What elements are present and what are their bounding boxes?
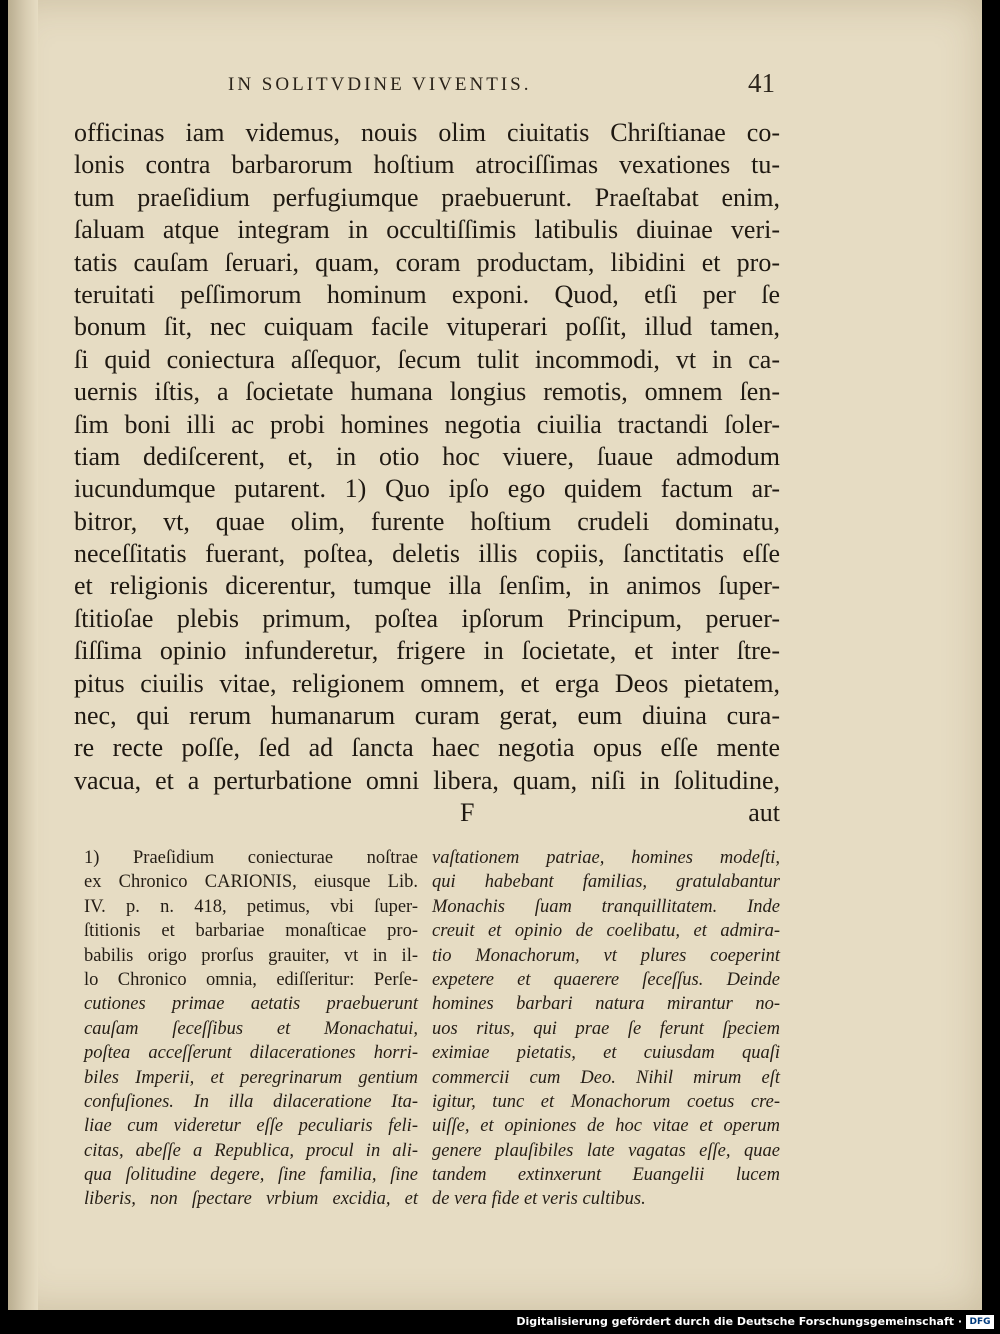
text-line: neceſſitatis fuerant, poſtea, deletis illis copiis, ſanctitatis eſſe bbox=[74, 539, 780, 569]
text-line: pitus ciuilis vitae, religionem omnem, et erga Deos pietatem, bbox=[74, 668, 780, 698]
text-line: bonum ſit, nec cuiquam facile vituperari poſſit, illud tamen, bbox=[74, 312, 780, 342]
footnote-line: ſtitionis et barbariae monaſticae pro- bbox=[84, 921, 418, 942]
footnote-line: 1) Praeſidium coniecturae noſtrae bbox=[84, 848, 418, 868]
signature-mark: F bbox=[460, 798, 475, 827]
main-text-block bbox=[74, 117, 780, 797]
footnote-line: uos ritus, qui prae ſe ferunt ſpeciem bbox=[432, 1018, 780, 1039]
footnote-line: uiſſe, et opiniones de hoc vitae et operum bbox=[432, 1116, 780, 1137]
footnote-line: citas, abeſſe a Republica, procul in ali- bbox=[84, 1140, 418, 1161]
footnote-line: lo Chronico omnia, ediſſeritur: Perſe- bbox=[84, 969, 418, 990]
text-line: tatis cauſam ſeruari, quam, coram productam, libidini et pro- bbox=[74, 247, 780, 277]
footnote-line: qui habebant familias, gratulabantur bbox=[432, 872, 780, 893]
text-line: iucundumque putarent. 1) Quo ipſo ego quidem factum ar- bbox=[74, 474, 780, 504]
text-line: ſtitioſae plebis primum, poſtea ipſorum Principum, peruer- bbox=[74, 603, 780, 633]
footnote-line: eximiae pietatis, et cuiusdam quaſi bbox=[432, 1043, 780, 1064]
text-line: vacua, et a perturbatione omni libera, quam, niſi in ſolitudine, bbox=[74, 765, 780, 795]
text-line: lonis contra barbarorum hoſtium atrociſſimas vexationes tu- bbox=[74, 150, 780, 180]
running-head: IN SOLITVDINE VIVENTIS. bbox=[228, 74, 532, 95]
footnote-line: tio Monachorum, vt plures coeperint bbox=[432, 945, 780, 966]
footnote-line: confuſiones. In illa dilaceratione Ita- bbox=[84, 1091, 418, 1112]
page-gutter-shadow bbox=[8, 0, 38, 1310]
footnote-line: genere plauſibiles late vagatas eſſe, quae bbox=[432, 1140, 780, 1161]
text-line: ſim boni illi ac probi homines negotia ciuilia tractandi ſoler- bbox=[74, 409, 780, 439]
footnote-line: cauſam ſeceſſibus et Monachatui, bbox=[84, 1018, 418, 1039]
footnote-line: poſtea acceſſerunt dilacerationes horri- bbox=[84, 1043, 418, 1064]
funding-credit: Digitalisierung gefördert durch die Deutsche Forschungsgemeinschaft · bbox=[516, 1315, 962, 1328]
footnote-line: igitur, tunc et Monachorum coetus cre- bbox=[432, 1091, 780, 1112]
text-line: ſaluam atque integram in occultiſſimis latibulis diuinae veri- bbox=[74, 215, 780, 245]
text-line: officinas iam videmus, nouis olim ciuitatis Chriſtianae co- bbox=[74, 118, 780, 147]
text-line: ſi quid coniectura aſſequor, ſecum tulit incommodi, vt in ca- bbox=[74, 344, 780, 374]
signature-line bbox=[74, 798, 780, 830]
footnote-line: liae cum videretur eſſe peculiaris feli- bbox=[84, 1116, 418, 1137]
text-line: teruitati peſſimorum hominum exponi. Quod, etſi per ſe bbox=[74, 279, 780, 309]
catchword: aut bbox=[748, 798, 780, 827]
book-page bbox=[8, 0, 982, 1310]
footnote-line: creuit et opinio de coelibatu, et admira- bbox=[432, 921, 780, 942]
text-line: nec, qui rerum humanarum curam gerat, eum diuina cura- bbox=[74, 701, 780, 731]
text-line: re recte poſſe, ſed ad ſancta haec negotia opus eſſe mente bbox=[74, 733, 780, 763]
footnote-line: Monachis ſuam tranquillitatem. Inde bbox=[432, 896, 780, 917]
footnote-line: biles Imperii, et peregrinarum gentium bbox=[84, 1067, 418, 1088]
text-line: tum praeſidium perfugiumque praebuerunt. Praeſtabat enim, bbox=[74, 182, 780, 212]
footnote-line: de vera fide et veris cultibus. bbox=[432, 1189, 646, 1210]
footnote-line: liberis, non ſpectare vrbium excidia, et bbox=[84, 1189, 418, 1210]
footnote-line: commercii cum Deo. Nihil mirum eſt bbox=[432, 1067, 780, 1088]
footnote-column-right bbox=[432, 846, 780, 1212]
footnote-line: babilis origo prorſus grauiter, vt in il- bbox=[84, 945, 418, 966]
footnote-line: ex Chronico CARIONIS, eiusque Lib. bbox=[84, 872, 418, 893]
footnote-line: cutiones primae aetatis praebuerunt bbox=[84, 994, 418, 1015]
page-number: 41 bbox=[748, 68, 775, 98]
footnote-line: IV. p. n. 418, petimus, vbi ſuper- bbox=[84, 896, 418, 917]
text-line: et religionis dicerentur, tumque illa ſenſim, in animos ſuper- bbox=[74, 571, 780, 601]
footnote-line: qua ſolitudine degere, ſine familia, ſine bbox=[84, 1165, 418, 1186]
footnote-line: expetere et quaerere ſeceſſus. Deinde bbox=[432, 969, 780, 990]
footnote-line: tandem extinxerunt Euangelii lucem bbox=[432, 1165, 780, 1186]
footnote-column-left bbox=[84, 846, 418, 1212]
dfg-logo: DFG bbox=[966, 1315, 994, 1329]
footnote-line: vaſtationem patriae, homines modeſti, bbox=[432, 848, 780, 868]
text-line: bitror, vt, quae olim, furente hoſtium crudeli dominatu, bbox=[74, 506, 780, 536]
text-line: uernis iſtis, a ſocietate humana longius remotis, omnem ſen- bbox=[74, 377, 780, 407]
text-line: tiam dediſcerent, et, in otio hoc viuere, ſuaue admodum bbox=[74, 441, 780, 471]
digitization-footer bbox=[0, 1310, 1000, 1334]
footnote-line: homines barbari natura mirantur no- bbox=[432, 994, 780, 1015]
text-line: ſiſſima opinio infunderetur, frigere in ſocietate, et inter ſtre- bbox=[74, 636, 780, 666]
